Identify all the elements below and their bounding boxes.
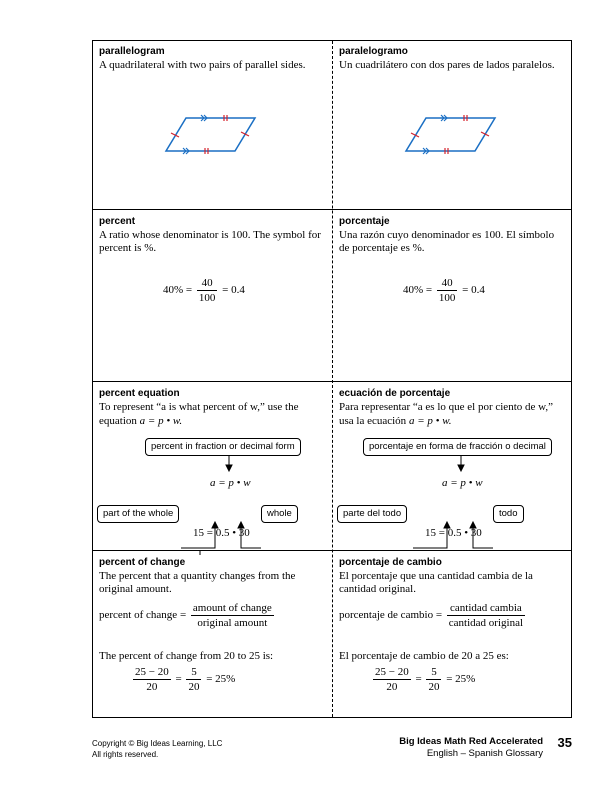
denominator: 100: [198, 292, 216, 304]
footer-copyright: [92, 738, 222, 760]
glossary-grid: [92, 40, 572, 718]
denominator: 20: [188, 681, 200, 693]
footer-book: [330, 736, 543, 760]
definition: El porcentaje que una cantidad cambia de la cantidad original.: [339, 570, 533, 595]
percent-example: [403, 277, 485, 304]
numerator: amount of change: [192, 602, 272, 614]
term: porcentaje de cambio: [339, 557, 442, 568]
fraction: [373, 666, 411, 693]
percent-equation-example: 15 = 0.5 • 30: [425, 527, 482, 539]
formula-lhs: porcentaje de cambio: [339, 609, 434, 622]
fraction: [186, 666, 201, 693]
diagram-arrows: [333, 383, 573, 550]
percent-of-change-example: $\frac{25 - 20}{20}$ = $\frac{5}{20}$ = 25%: [135, 666, 236, 693]
numerator: 40: [437, 277, 458, 291]
entry-parallelogram-en: [93, 41, 332, 209]
label-part: part of the whole: [97, 505, 179, 523]
definition-prefix: usa la ecuación: [339, 415, 407, 427]
definition: Un cuadrilátero con dos pares de lados paralelos.: [339, 59, 555, 71]
percent-of-change-example: $\frac{25 - 20}{20}$ = $\frac{5}{20}$ = 25%: [375, 666, 476, 693]
rights-line: All rights reserved.: [92, 750, 159, 759]
term: paralelogramo: [339, 46, 408, 57]
row-divider: [93, 209, 571, 210]
numerator: 40: [197, 277, 218, 291]
entry-percent-es: [333, 211, 573, 381]
term: percent: [99, 216, 136, 227]
term: percent of change: [99, 557, 186, 568]
entry-parallelogram-es: [333, 41, 573, 209]
denominator: cantidad original: [448, 617, 524, 629]
definition: A ratio whose denominator is 100. The symbol for percent is %.: [99, 229, 321, 254]
entry-percent-equation-en: [93, 383, 332, 550]
definition: A quadrilateral with two pairs of parallel sides.: [99, 59, 306, 71]
denominator: original amount: [197, 617, 268, 629]
numerator: cantidad cambia: [447, 602, 525, 616]
parallelogram-figure: [333, 41, 573, 209]
copyright-line: Copyright © Big Ideas Learning, LLC: [92, 739, 223, 748]
equals: =: [425, 284, 433, 297]
equals: =: [222, 284, 229, 297]
label-percent-form: percent in fraction or decimal form: [145, 438, 301, 456]
expr-rhs: 0.4: [231, 284, 245, 297]
entry-percent-en: [93, 211, 332, 381]
numerator: 5: [426, 666, 441, 680]
definition-line: To represent “a is what percent of w,” use the: [99, 401, 299, 413]
row-divider: [93, 550, 571, 551]
entry-percent-of-change-es: [333, 552, 573, 717]
book-title: Big Ideas Math Red Accelerated: [399, 736, 543, 747]
fraction: [191, 602, 274, 629]
term: porcentaje: [339, 216, 390, 227]
expr-rhs: 0.4: [471, 284, 485, 297]
entry-percent-of-change-en: [93, 552, 332, 717]
label-percent-form: porcentaje en forma de fracción o decimal: [363, 438, 552, 456]
label-part: parte del todo: [337, 505, 407, 523]
result: 25%: [455, 673, 476, 686]
result: 25%: [215, 673, 236, 686]
formula: a = p • w.: [139, 415, 183, 427]
glossary-subtitle: English – Spanish Glossary: [426, 748, 543, 759]
expr-lhs: 40%: [403, 284, 424, 297]
numerator: 25 − 20: [135, 666, 169, 678]
formula: a = p • w.: [408, 415, 452, 427]
term: ecuación de porcentaje: [339, 388, 451, 399]
percent-of-change-formula: porcentaje de cambio = $\frac{\text{cantidad cambia}}{\text{cantidad original}}$: [339, 602, 524, 629]
equals: =: [185, 284, 193, 297]
denominator: 20: [428, 681, 440, 693]
fraction: [197, 277, 218, 304]
row-divider: [93, 381, 571, 382]
term: parallelogram: [99, 46, 165, 57]
equals: =: [462, 284, 469, 297]
fraction: [133, 666, 171, 693]
example-text: The percent of change from 20 to 25 is:: [99, 650, 274, 662]
term: percent equation: [99, 388, 180, 399]
definition: Una razón cuyo denominador es 100. El símbolo de porcentaje es %.: [339, 229, 555, 254]
definition: The percent that a quantity changes from the original amount.: [99, 570, 296, 595]
percent-equation-example: 15 = 0.5 • 30: [193, 527, 250, 539]
diagram-formula: a = p • w: [210, 477, 251, 489]
diagram-arrows: [93, 383, 332, 550]
denominator: 20: [146, 681, 158, 693]
label-whole: whole: [261, 505, 298, 523]
label-whole: todo: [493, 505, 524, 523]
fraction: [447, 602, 525, 629]
percent-example: [163, 277, 245, 304]
numerator: 25 − 20: [375, 666, 409, 678]
example-text: El porcentaje de cambio de 20 a 25 es:: [339, 650, 509, 662]
entry-percent-equation-es: [333, 383, 573, 550]
denominator: 100: [438, 292, 456, 304]
diagram-formula: a = p • w: [442, 477, 483, 489]
fraction: [437, 277, 458, 304]
page-number: 35: [557, 735, 572, 750]
denominator: 20: [386, 681, 398, 693]
parallelogram-figure: [93, 41, 332, 209]
definition-line: Para representar “a es lo que el por ciento de w,”: [339, 401, 553, 413]
formula-lhs: percent of change: [99, 609, 178, 622]
definition-prefix: equation: [99, 415, 137, 427]
percent-of-change-formula: percent of change = $\frac{\text{amount of change}}{\text{original amount}}$: [99, 602, 272, 629]
numerator: 5: [186, 666, 201, 680]
expr-lhs: 40%: [163, 284, 184, 297]
fraction: [426, 666, 441, 693]
